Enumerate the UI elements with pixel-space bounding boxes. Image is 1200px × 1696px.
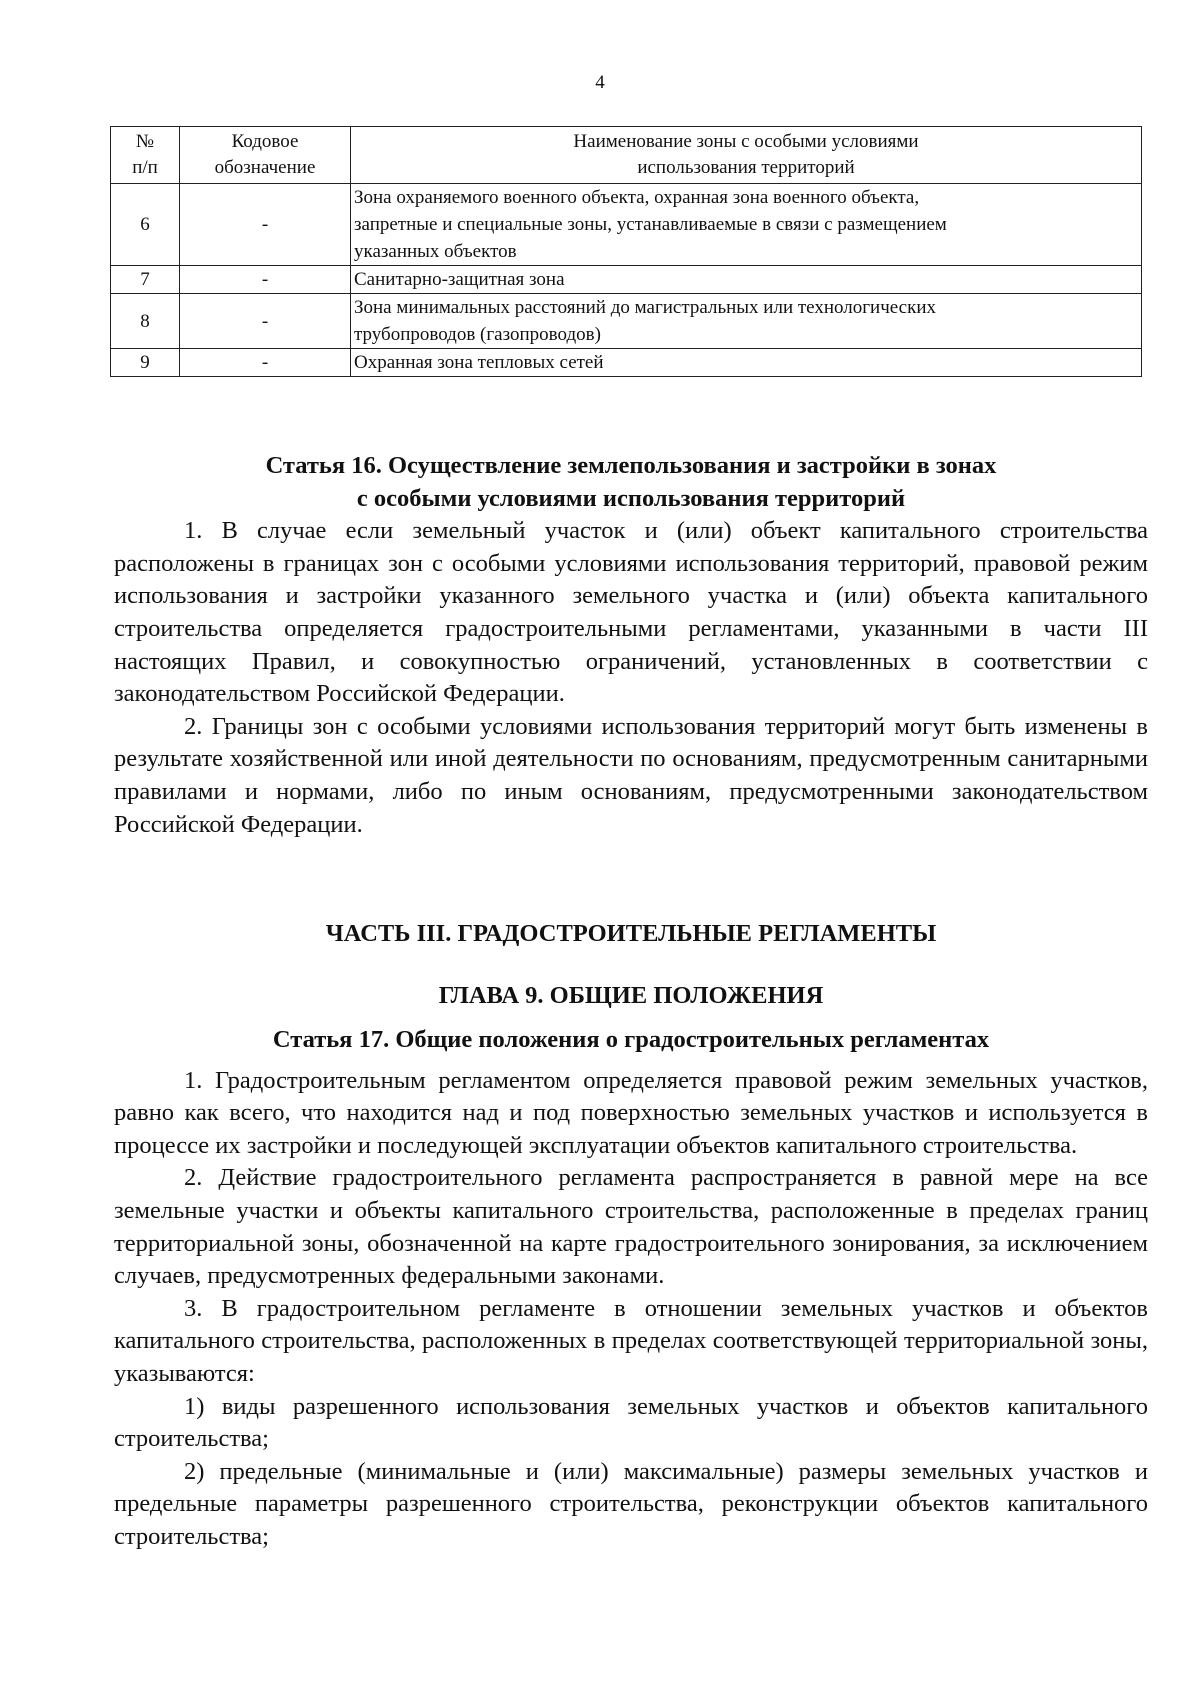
row-name-line: запретные и специальные зоны, устанавливаемые в связи с размещением xyxy=(354,214,947,235)
row-code: - xyxy=(180,294,351,349)
chapter-9-title: ГЛАВА 9. ОБЩИЕ ПОЛОЖЕНИЯ xyxy=(438,982,824,1009)
article-16-title-line1: Статья 16. Осуществление землепользования и застройки в зонах xyxy=(265,452,997,479)
article-16 xyxy=(114,450,1148,841)
row-name-line: Зона охраняемого военного объекта, охранная зона военного объекта, xyxy=(354,187,920,208)
row-name-line: трубопроводов (газопроводов) xyxy=(354,324,601,345)
row-num: 6 xyxy=(111,184,180,266)
header-num xyxy=(111,127,180,184)
article-17-paragraph-3: 3. В градостроительном регламенте в отношении земельных участков и объектов капитального строительства, расположенных в пределах соответствующей территориальной зоны, указываются: xyxy=(114,1294,1148,1387)
header-num-line2: п/п xyxy=(132,157,158,178)
row-num: 8 xyxy=(111,294,180,349)
header-code xyxy=(180,127,351,184)
article-17-item-1: 1) виды разрешенного использования земельных участков и объектов капитального строительства; xyxy=(114,1392,1148,1453)
header-num-line1: № xyxy=(135,131,155,152)
part-3-title: ЧАСТЬ III. ГРАДОСТРОИТЕЛЬНЫЕ РЕГЛАМЕНТЫ xyxy=(325,920,937,947)
article-17-title: Статья 17. Общие положения о градостроительных регламентах xyxy=(272,1026,990,1053)
row-code: - xyxy=(180,184,351,266)
table-header-row xyxy=(111,127,1142,184)
row-name-line: Зона минимальных расстояний до магистральных или технологических xyxy=(354,297,937,318)
table-row xyxy=(111,184,1142,266)
header-name-line2: использования территорий xyxy=(637,157,855,178)
table-row xyxy=(111,266,1142,294)
table-row xyxy=(111,349,1142,377)
row-code: - xyxy=(180,266,351,294)
row-name xyxy=(351,349,1142,377)
article-17-item-2: 2) предельные (минимальные и (или) максимальные) размеры земельных участков и предельные параметры разрешенного строительства, реконструкции объектов капитального строительства; xyxy=(114,1457,1148,1550)
row-name-line: Охранная зона тепловых сетей xyxy=(354,352,604,373)
row-name-line: указанных объектов xyxy=(354,241,517,262)
chapter-9-block xyxy=(114,980,1148,1013)
article-16-paragraph-2: 2. Границы зон с особыми условиями использования территорий могут быть изменены в результате хозяйственной или иной деятельности по основаниям, предусмотренным санитарными правилами и нормами, либо по иным основаниям, предусмотренными законодательством Российской Федерации. xyxy=(114,712,1148,838)
header-code-line1: Кодовое xyxy=(231,131,299,152)
header-name-line1: Наименование зоны с особыми условиями xyxy=(573,131,919,152)
zones-table xyxy=(110,126,1142,377)
page-number: 4 xyxy=(595,72,605,93)
row-code: - xyxy=(180,349,351,377)
article-16-paragraph-1: 1. В случае если земельный участок и (или) объект капитального строительства расположены в границах зон с особыми условиями использования территорий, правовой режим использования и застройки указанного земельного участка и (или) объекта капитального строительства определяется градостроительными регламентами, указанными в части III настоящих Правил, и совокупностью ограничений, установленных в соответствии с законодательством Российской Федерации. xyxy=(114,517,1148,708)
article-16-title-line2: с особыми условиями использования территорий xyxy=(356,484,906,512)
article-17-paragraph-1: 1. Градостроительным регламентом определяется правовой режим земельных участков, равно как всего, что находится над и под поверхностью земельных участков и используется в процессе их застройки и последующей эксплуатации объектов капитального строительства. xyxy=(114,1066,1148,1159)
header-code-line2: обозначение xyxy=(214,157,316,178)
article-17-paragraph-2: 2. Действие градостроительного регламента распространяется в равной мере на все земельные участки и объекты капитального строительства, расположенные в пределах границ территориальной зоны, обозначенной на карте градостроительного зонирования, за исключением случаев, предусмотренных федеральными законами. xyxy=(114,1164,1148,1290)
table-row xyxy=(111,294,1142,349)
row-name xyxy=(351,184,1142,266)
part-3-block xyxy=(114,918,1148,951)
row-name xyxy=(351,294,1142,349)
row-name-line: Санитарно-защитная зона xyxy=(354,269,565,290)
header-name xyxy=(351,127,1142,184)
row-name xyxy=(351,266,1142,294)
article-17 xyxy=(114,1024,1148,1554)
article-16-title xyxy=(114,450,1148,515)
row-num: 7 xyxy=(111,266,180,294)
row-num: 9 xyxy=(111,349,180,377)
